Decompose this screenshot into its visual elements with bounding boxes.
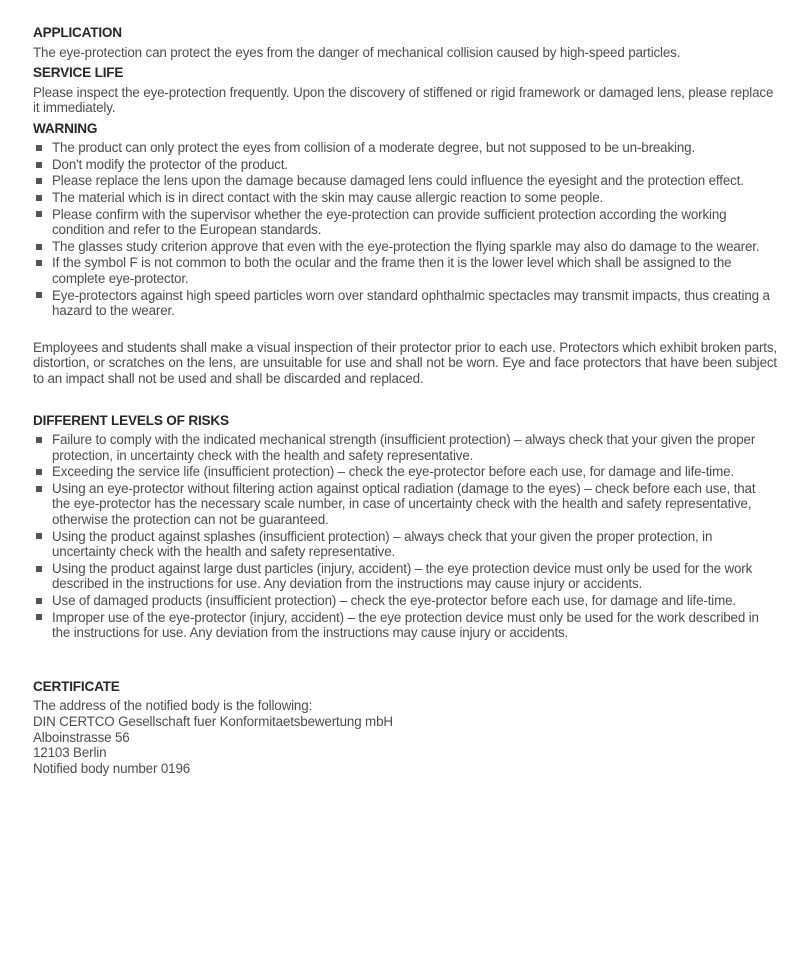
application-body: The eye-protection can protect the eyes from the danger of mechanical collision caused by high-speed particles. xyxy=(33,44,681,60)
service-life-body: Please inspect the eye-protection frequently. Upon the discovery of stiffened or rigid framework or damaged lens, please replace it immediately. xyxy=(33,84,774,116)
warning-item: The material which is in direct contact with the skin may cause allergic reaction to some people. xyxy=(33,190,777,206)
warning-item: The product can only protect the eyes from collision of a moderate degree, but not supposed to be un-breaking. xyxy=(33,140,777,156)
certificate-line: The address of the notified body is the following: xyxy=(33,698,313,714)
application-heading: APPLICATION xyxy=(33,25,122,40)
risks-list xyxy=(33,432,777,641)
certificate-heading: CERTIFICATE xyxy=(33,678,120,694)
warning-item: Don't modify the protector of the product. xyxy=(33,157,777,173)
risk-item: Failure to comply with the indicated mechanical strength (insufficient protection) – always check that your given the proper protection, in uncertainty check with the health and safety representative. xyxy=(33,432,777,463)
certificate-address-block xyxy=(33,698,777,776)
certificate-line: Notified body number 0196 xyxy=(33,760,191,776)
certificate-line: DIN CERTCO Gesellschaft fuer Konformitaetsbewertung mbH xyxy=(33,713,393,729)
warning-item: The glasses study criterion approve that even with the eye-protection the flying sparkle may also do damage to the wearer. xyxy=(33,239,777,255)
warning-item: Please confirm with the supervisor whether the eye-protection can provide sufficient protection according the working condition and refer to the European standards. xyxy=(33,207,777,238)
inspection-note: Employees and students shall make a visual inspection of their protector prior to each use. Protectors which exhibit broken parts, distortion, or scratches on the lens, are unsuitable for use and shall not be worn. Eye and face protectors that have been subject to an impact shall not be used and shall be discarded and replaced. xyxy=(33,339,777,386)
warning-list xyxy=(33,140,777,319)
certificate-line: Alboinstrasse 56 xyxy=(33,729,130,745)
warning-item: If the symbol F is not common to both the ocular and the frame then it is the lower level which shall be assigned to the complete eye-protector. xyxy=(33,255,777,286)
warning-heading: WARNING xyxy=(33,120,98,136)
risk-item: Use of damaged products (insufficient protection) – check the eye-protector before each use, for damage and life-time. xyxy=(33,593,777,609)
service-life-heading: SERVICE LIFE xyxy=(33,65,124,81)
risk-item: Using the product against large dust particles (injury, accident) – the eye protection device must only be used for the work described in the instructions for use. Any deviation from the instructions may cause injury or accidents. xyxy=(33,561,777,592)
warning-item: Please replace the lens upon the damage because damaged lens could influence the eyesight and the protection effect. xyxy=(33,173,777,189)
risks-heading: DIFFERENT LEVELS OF RISKS xyxy=(33,412,229,428)
risk-item: Improper use of the eye-protector (injury, accident) – the eye protection device must only be used for the work described in the instructions for use. Any deviation from the instructions may cause injury or accidents. xyxy=(33,610,777,641)
document-content xyxy=(33,25,777,776)
risk-item: Exceeding the service life (insufficient protection) – check the eye-protector before each use, for damage and life-time. xyxy=(33,464,777,480)
risk-item: Using the product against splashes (insufficient protection) – always check that your given the proper protection, in uncertainty check with the health and safety representative. xyxy=(33,529,777,560)
certificate-line: 12103 Berlin xyxy=(33,745,107,761)
risk-item: Using an eye-protector without filtering action against optical radiation (damage to the eyes) – check before each use, that the eye-protector has the necessary scale number, in case of uncertainty check with the health and safety representative, otherwise the protection can not be guaranteed. xyxy=(33,481,777,528)
warning-item: Eye-protectors against high speed particles worn over standard ophthalmic spectacles may transmit impacts, thus creating a hazard to the wearer. xyxy=(33,288,777,319)
